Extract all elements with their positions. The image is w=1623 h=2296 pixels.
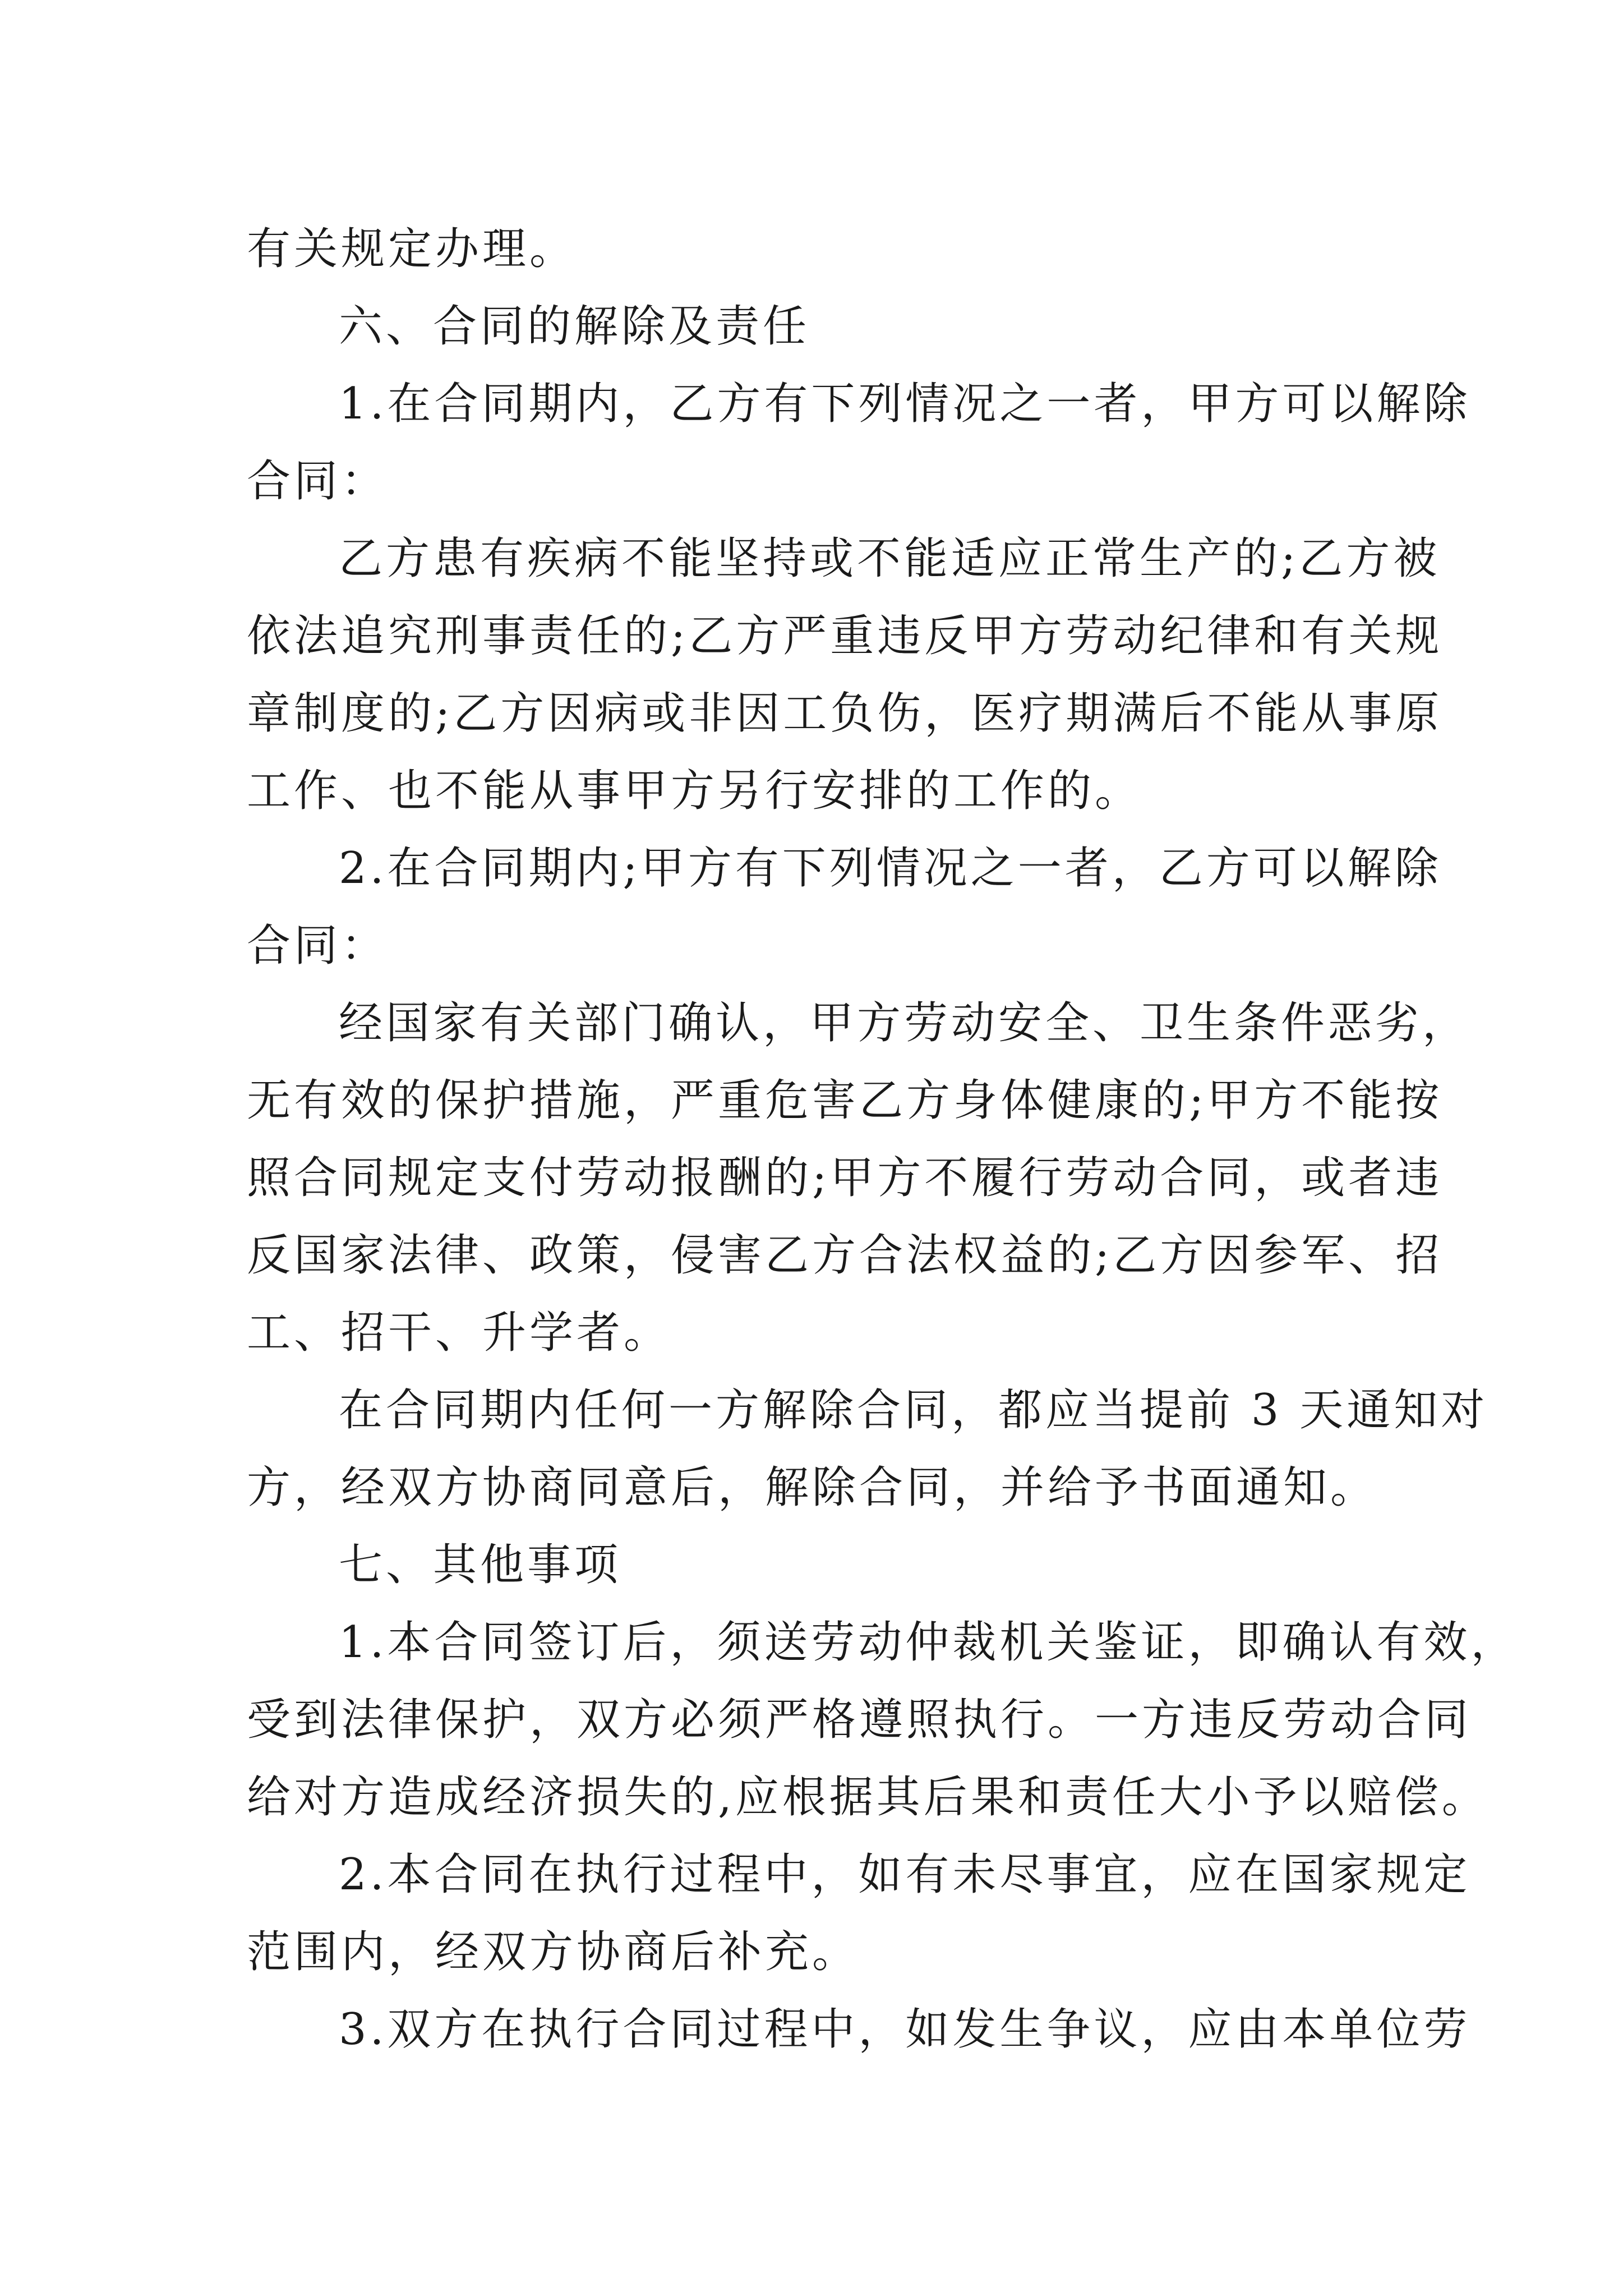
text-line: 1.本合同签订后，须送劳动仲裁机关鉴证，即确认有效， bbox=[339, 1617, 1518, 1668]
text-line: 方，经双方协商同意后，解除合同，并给予书面通知。 bbox=[247, 1462, 1378, 1513]
text-line: 2.在合同期内;甲方有下列情况之一者，乙方可以解除 bbox=[339, 843, 1442, 894]
text-line: 工、招干、升学者。 bbox=[247, 1308, 671, 1358]
contract-text-body bbox=[247, 210, 1518, 2068]
text-line: 2.本合同在执行过程中，如有未尽事宜，应在国家规定 bbox=[339, 1849, 1471, 1900]
text-line: 乙方患有疾病不能坚持或不能适应正常生产的;乙方被 bbox=[339, 533, 1441, 584]
section-heading-termination: 六、合同的解除及责任 bbox=[339, 301, 810, 352]
text-line: 合同： bbox=[247, 456, 389, 507]
text-line: 给对方造成经济损失的,应根据其后果和责任大小予以赔偿。 bbox=[247, 1772, 1489, 1823]
section-heading-other-matters: 七、其他事项 bbox=[339, 1540, 622, 1590]
text-line: 受到法律保护，双方必须严格遵照执行。一方违反劳动合同 bbox=[247, 1695, 1472, 1745]
text-line: 照合同规定支付劳动报酬的;甲方不履行劳动合同，或者违 bbox=[247, 1153, 1443, 1203]
text-line: 经国家有关部门确认，甲方劳动安全、卫生条件恶劣， bbox=[339, 998, 1470, 1048]
text-line: 有关规定办理。 bbox=[247, 224, 577, 274]
text-line: 依法追究刑事责任的;乙方严重违反甲方劳动纪律和有关规 bbox=[247, 611, 1443, 661]
text-line: 章制度的;乙方因病或非因工负伤，医疗期满后不能从事原 bbox=[247, 688, 1443, 739]
text-line: 合同： bbox=[247, 921, 389, 971]
text-line: 范围内，经双方协商后补充。 bbox=[247, 1927, 860, 1977]
text-line: 在合同期内任何一方解除合同，都应当提前 3 天通知对 bbox=[339, 1385, 1488, 1435]
text-line: 反国家法律、政策，侵害乙方合法权益的;乙方因参军、招 bbox=[247, 1230, 1443, 1281]
text-line: 1.在合同期内，乙方有下列情况之一者，甲方可以解除 bbox=[339, 379, 1471, 429]
text-line: 3.双方在执行合同过程中，如发生争议，应由本单位劳 bbox=[339, 2004, 1471, 2055]
text-line: 工作、也不能从事甲方另行安排的工作的。 bbox=[247, 766, 1142, 816]
text-line: 无有效的保护措施，严重危害乙方身体健康的;甲方不能按 bbox=[247, 1075, 1443, 1126]
